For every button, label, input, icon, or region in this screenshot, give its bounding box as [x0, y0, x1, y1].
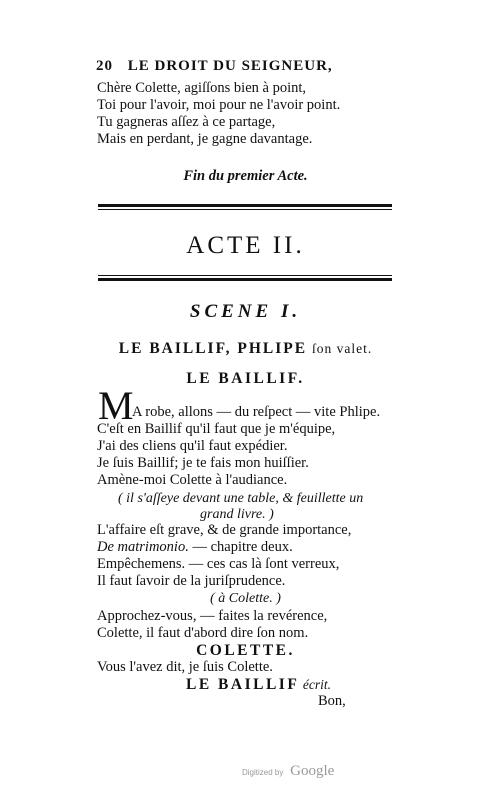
verse-line: Chère Colette, agiſſons bien à point,	[97, 80, 306, 96]
verse-line: Mais en perdant, je gagne davantage.	[97, 131, 313, 147]
digitized-label: Digitized by	[242, 768, 284, 777]
act-title: ACTE II.	[186, 232, 305, 259]
verse-line: Je ſuis Baillif; je te fais mon huiſſier.	[97, 455, 309, 471]
verse-line: Tu gagneras aſſez à ce partage,	[97, 114, 276, 130]
verse-line	[97, 539, 293, 556]
digitization-watermark	[242, 763, 334, 780]
end-of-act-note: Fin du premier Acte.	[183, 168, 308, 184]
running-header	[96, 58, 333, 75]
verse-line: Colette, il faut d'abord dire ſon nom.	[97, 625, 309, 641]
speaker-label: COLETTE.	[196, 642, 295, 659]
verse-line: L'affaire eſt grave, & de grande importance,	[97, 522, 352, 538]
verse-line: Amène-moi Colette à l'audiance.	[97, 472, 288, 488]
divider-rule	[98, 278, 392, 281]
drop-cap: M	[98, 383, 134, 428]
verse-line: Il faut ſavoir de la juriſprudence.	[97, 573, 286, 589]
running-title: LE DROIT DU SEIGNEUR,	[127, 58, 333, 74]
character-list	[0, 340, 491, 358]
speaker-name: LE BAILLIF	[186, 676, 300, 693]
divider-rule	[98, 275, 392, 276]
divider-rule	[98, 209, 392, 210]
page-number: 20	[96, 58, 113, 74]
verse-line: A robe, allons — du reſpect — vite Phlipe.	[132, 404, 381, 420]
character-note: ſon valet.	[311, 341, 373, 356]
verse-line: J'ai des cliens qu'il faut expédier.	[97, 438, 288, 454]
verse-line: Toi pour l'avoir, moi pour ne l'avoir point.	[97, 97, 341, 113]
verse-line-rest: — chapitre deux.	[192, 539, 293, 555]
verse-line: C'eſt en Baillif qu'il faut que je m'équipe,	[97, 421, 336, 437]
stage-direction: ( il s'aſſeye devant une table, & feuillette un	[118, 491, 364, 506]
divider-rule	[98, 204, 392, 207]
speaker-action: écrit.	[302, 677, 332, 692]
verse-line: Approchez-vous, — faites la revérence,	[97, 608, 328, 624]
verse-line: Empêchemens. — ces cas là ſont verreux,	[97, 556, 340, 572]
verse-line: Vous l'avez dit, je ſuis Colette.	[97, 659, 273, 675]
latin-phrase: De matrimonio.	[97, 539, 189, 555]
catchword: Bon,	[318, 693, 346, 709]
character-names: LE BAILLIF, PHLIPE	[118, 340, 308, 357]
speaker-label: LE BAILLIF.	[186, 370, 305, 387]
stage-direction: grand livre. )	[200, 507, 274, 522]
stage-direction: ( à Colette. )	[210, 591, 281, 606]
google-logo: Google	[290, 763, 335, 779]
speaker-label	[186, 676, 331, 694]
scene-title: SCENE I.	[189, 301, 302, 322]
